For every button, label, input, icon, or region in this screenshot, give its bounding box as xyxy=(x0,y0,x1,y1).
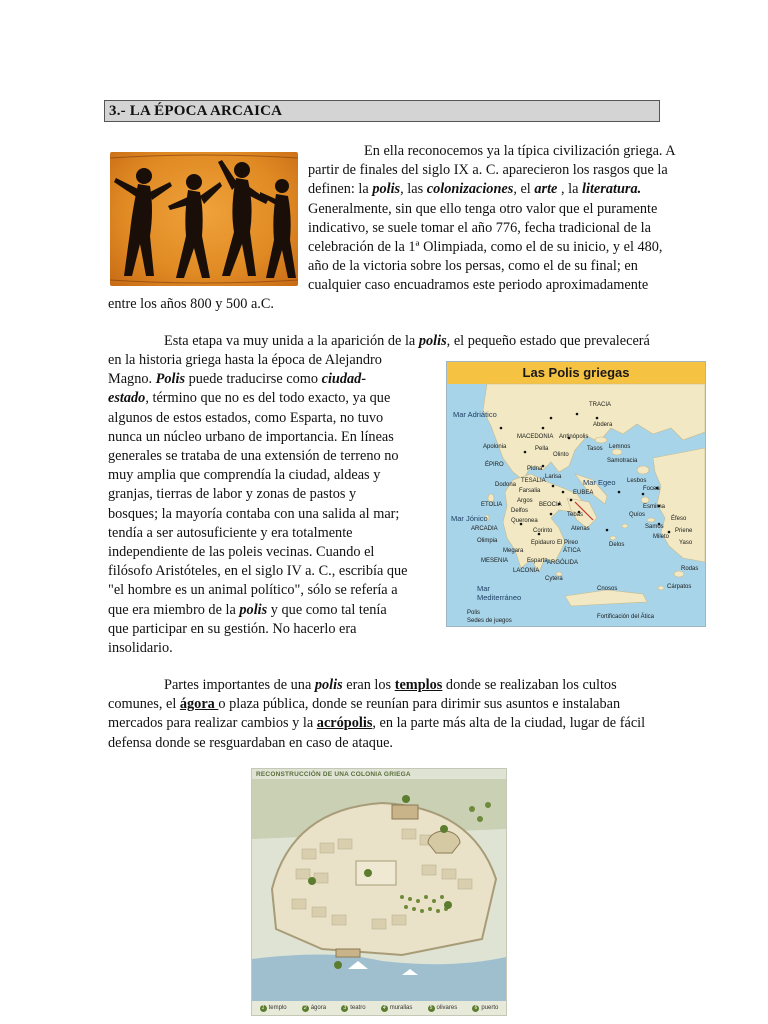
text-line: muy amplia que comprendía la ciudad, aldeas y xyxy=(108,467,381,484)
marker-number: 6 xyxy=(472,1005,479,1012)
section-heading: 3.- LA ÉPOCA ARCAICA xyxy=(104,100,660,122)
text-line: algunos de estos estados, como Esparta, no tuvo xyxy=(108,409,384,426)
map-legend-fortificacion: Fortificación del Ática xyxy=(597,614,655,620)
map-label: Epidauro xyxy=(531,540,556,546)
text-line: insolidario. xyxy=(108,640,173,657)
text-line: en la historia griega hasta la época de Alejandro xyxy=(108,352,382,368)
legend-label: templo xyxy=(268,1005,287,1011)
text-line xyxy=(108,389,433,408)
text-line: "el hombre es un animal político", sólo se refería a xyxy=(108,582,398,599)
text-fragment: , el xyxy=(513,181,535,198)
text-fragment: puede traducirse como xyxy=(185,371,322,388)
legend-label: puerto xyxy=(481,1005,499,1011)
map-label: Olimpia xyxy=(477,538,498,544)
text-fragment: mercados para realizar cambios y la xyxy=(108,715,317,732)
text-line xyxy=(108,695,704,714)
text-line: nunca un núcleo urbano de importancia. En líneas xyxy=(108,428,394,445)
paragraph-3 xyxy=(108,676,704,753)
legend-label: teatro xyxy=(350,1005,366,1011)
text-fragment: Esta etapa va muy unida a la aparición de la xyxy=(164,333,419,349)
map-label: Abdera xyxy=(593,422,613,428)
map-label: Queronea xyxy=(511,518,538,524)
legend-item xyxy=(428,1005,458,1012)
map-label: Megara xyxy=(503,548,524,554)
text-fragment: Partes importantes de una xyxy=(164,677,315,693)
text-fragment: eran los xyxy=(342,677,395,693)
map-label: Yaso xyxy=(679,540,693,546)
text-line: En ella reconocemos ya la típica civilización griega. A xyxy=(364,143,676,159)
map-label: BEOCIA xyxy=(539,502,562,508)
map-label: Atenas xyxy=(571,526,590,532)
legend-item xyxy=(341,1005,365,1012)
marker-number: 5 xyxy=(428,1005,435,1012)
map-label: MESENIA xyxy=(481,558,509,564)
map-label: Dodona xyxy=(495,482,517,488)
keyword-literatura: literatura. xyxy=(582,181,642,198)
text-line: partir de finales del siglo IX a. C. aparecieron los rasgos que la xyxy=(308,162,668,179)
text-line: celebración de la 1ª Olimpiada, como el de su inicio, y el 480, xyxy=(308,239,663,256)
map-label: Cytera xyxy=(545,576,563,582)
map-label: ÉPIRO xyxy=(485,462,504,468)
map-label: Pella xyxy=(535,446,549,452)
map-label: Samos xyxy=(645,524,664,530)
map-label: Priene xyxy=(675,528,693,534)
text-fragment: , la xyxy=(557,181,583,198)
text-fragment: definen: la xyxy=(308,181,373,198)
text-fragment: , en la parte más alta de la ciudad, lugar de fácil xyxy=(372,715,646,732)
text-line: tendía a ser autosuficiente y era totalmente xyxy=(108,524,353,541)
map-label: Pidna xyxy=(527,466,543,472)
text-line: año de la victoria sobre los persas, como el de su final; en xyxy=(308,258,638,275)
map-label: Esmirna xyxy=(643,504,666,510)
keyword-polis: polis xyxy=(372,181,401,198)
text-fragment: , término que no es del todo exacto, ya que xyxy=(145,390,391,407)
paragraph-2-first-line xyxy=(108,332,704,351)
legend-item xyxy=(472,1005,498,1012)
colony-legend xyxy=(252,1001,506,1015)
text-line: granjas, tierras de labor y zonas de pastos y xyxy=(108,486,357,503)
keyword-ciudad: ciudad- xyxy=(321,371,367,388)
text-fragment: , las xyxy=(400,181,427,198)
map-label: ARGÓLIDA xyxy=(547,560,579,566)
keyword-agora: ágora xyxy=(179,696,219,713)
map-label: Olinto xyxy=(553,452,569,458)
map-label: Mar Adriático xyxy=(453,410,497,419)
map-label: Lesbos xyxy=(627,478,647,484)
keyword-colonizaciones: colonizaciones xyxy=(426,181,514,198)
text-line: que participar en su gestión. No hacerlo era xyxy=(108,620,357,637)
map-label: Samotracia xyxy=(607,458,638,464)
map-label: Mileto xyxy=(653,534,670,540)
text-line: independiente de las poleis vecinas. Cuando el xyxy=(108,544,375,561)
map-label: Quíos xyxy=(629,512,646,518)
text-line: bosques; la mayoría contaba con una salida al mar; xyxy=(108,505,400,522)
map-label: MACEDONIA xyxy=(517,434,554,440)
text-line: cualquier caso encuadramos este periodo aproximadamente xyxy=(308,277,649,294)
text-fragment: o plaza pública, donde se reunían para dirimir sus asuntos e instalaban xyxy=(218,696,621,713)
text-fragment: , el pequeño estado que prevalecerá xyxy=(446,333,650,349)
polis-map-image xyxy=(446,361,706,627)
text-line xyxy=(108,676,704,695)
map-label: Delfos xyxy=(511,508,529,514)
map-label: Lemnos xyxy=(609,444,631,450)
map-label: TRACIA xyxy=(589,402,612,408)
map-label: Argos xyxy=(517,498,533,504)
map-label: Tasos xyxy=(587,446,603,452)
marker-number: 1 xyxy=(260,1005,267,1012)
map-label: Éfeso xyxy=(671,516,687,522)
map-label: Mar Mediterráneo xyxy=(477,584,522,602)
keyword-templos: templos xyxy=(394,677,443,693)
legend-label: murallas xyxy=(389,1005,413,1011)
text-fragment: donde se realizaban los cultos xyxy=(442,677,617,693)
keyword-acropolis: acrópolis xyxy=(316,715,373,732)
map-label: ÁTICA xyxy=(563,548,581,554)
text-line: filósofo Aristóteles, en el siglo IV a. C., escribía que xyxy=(108,563,408,580)
marker-number: 2 xyxy=(302,1005,309,1012)
text-line: indicativo, se suele tomar el año 776, fecha tradicional de la xyxy=(308,219,651,236)
text-fragment: que era miembro de la xyxy=(108,601,240,618)
legend-label: olivares xyxy=(436,1005,458,1011)
text-line xyxy=(108,601,433,620)
keyword-estado: estado xyxy=(108,390,146,407)
map-label: Focea xyxy=(643,486,660,492)
map-label: Cnosos xyxy=(597,586,618,592)
marker-number: 4 xyxy=(381,1005,388,1012)
paragraph-1 xyxy=(308,142,704,296)
map-label: TESALIA xyxy=(521,478,546,484)
text-fragment: Magno. xyxy=(108,371,156,388)
marker-number: 3 xyxy=(341,1005,348,1012)
text-fragment: comunes, el xyxy=(108,696,180,713)
map-label: Delos xyxy=(609,542,625,548)
keyword-polis: polis xyxy=(314,677,343,693)
legend-item xyxy=(260,1005,287,1012)
map-label: Corinto xyxy=(533,528,553,534)
keyword-polis: Polis xyxy=(155,371,186,388)
map-label: Tebas xyxy=(567,512,584,518)
map-label: Esparta xyxy=(527,558,548,564)
text-fragment: y que como tal tenía xyxy=(267,601,387,618)
legend-item xyxy=(302,1005,326,1012)
text-line: Generalmente, sin que ello tenga otro valor que el puramente xyxy=(308,200,658,217)
text-line: entre los años 800 y 500 a.C. xyxy=(108,296,274,312)
map-label: Antinópolis xyxy=(559,434,589,440)
colony-reconstruction-image xyxy=(251,768,507,1016)
text-line xyxy=(108,370,433,389)
map-legend-polis: Polis xyxy=(467,610,481,616)
map-label: Farsalia xyxy=(519,488,541,494)
legend-item xyxy=(381,1005,413,1012)
text-line xyxy=(308,180,704,199)
map-label: Cárpatos xyxy=(667,584,692,590)
map-label: Apolonia xyxy=(483,444,507,450)
colony-title: RECONSTRUCCIÓN DE UNA COLONIA GRIEGA xyxy=(256,771,411,778)
map-label: EUBEA xyxy=(573,490,594,496)
map-legend-sedes: Sedes de juegos xyxy=(467,618,512,624)
keyword-polis: polis xyxy=(418,333,447,349)
keyword-arte: arte xyxy=(534,181,558,198)
map-label: Rodas xyxy=(681,566,699,572)
paragraph-2 xyxy=(108,351,433,658)
legend-label: ágora xyxy=(310,1005,327,1011)
map-label: LACONIA xyxy=(513,568,540,574)
keyword-polis: polis xyxy=(239,601,268,618)
text-line: defensa donde se resguardaban en caso de ataque. xyxy=(108,734,394,751)
map-label: Mar Egeo xyxy=(583,478,616,487)
text-line: generales se trataba de una extensión de terreno no xyxy=(108,448,399,465)
text-line xyxy=(108,714,704,733)
map-label: ARCADIA xyxy=(471,526,498,532)
map-label: Larisa xyxy=(545,474,562,480)
map-title: Las Polis griegas xyxy=(447,362,705,384)
map-label: ETOLIA xyxy=(481,502,503,508)
greek-vase-image xyxy=(110,152,298,286)
map-label: El Pireo xyxy=(557,540,579,546)
map-label: Mar Jónico xyxy=(451,514,488,523)
